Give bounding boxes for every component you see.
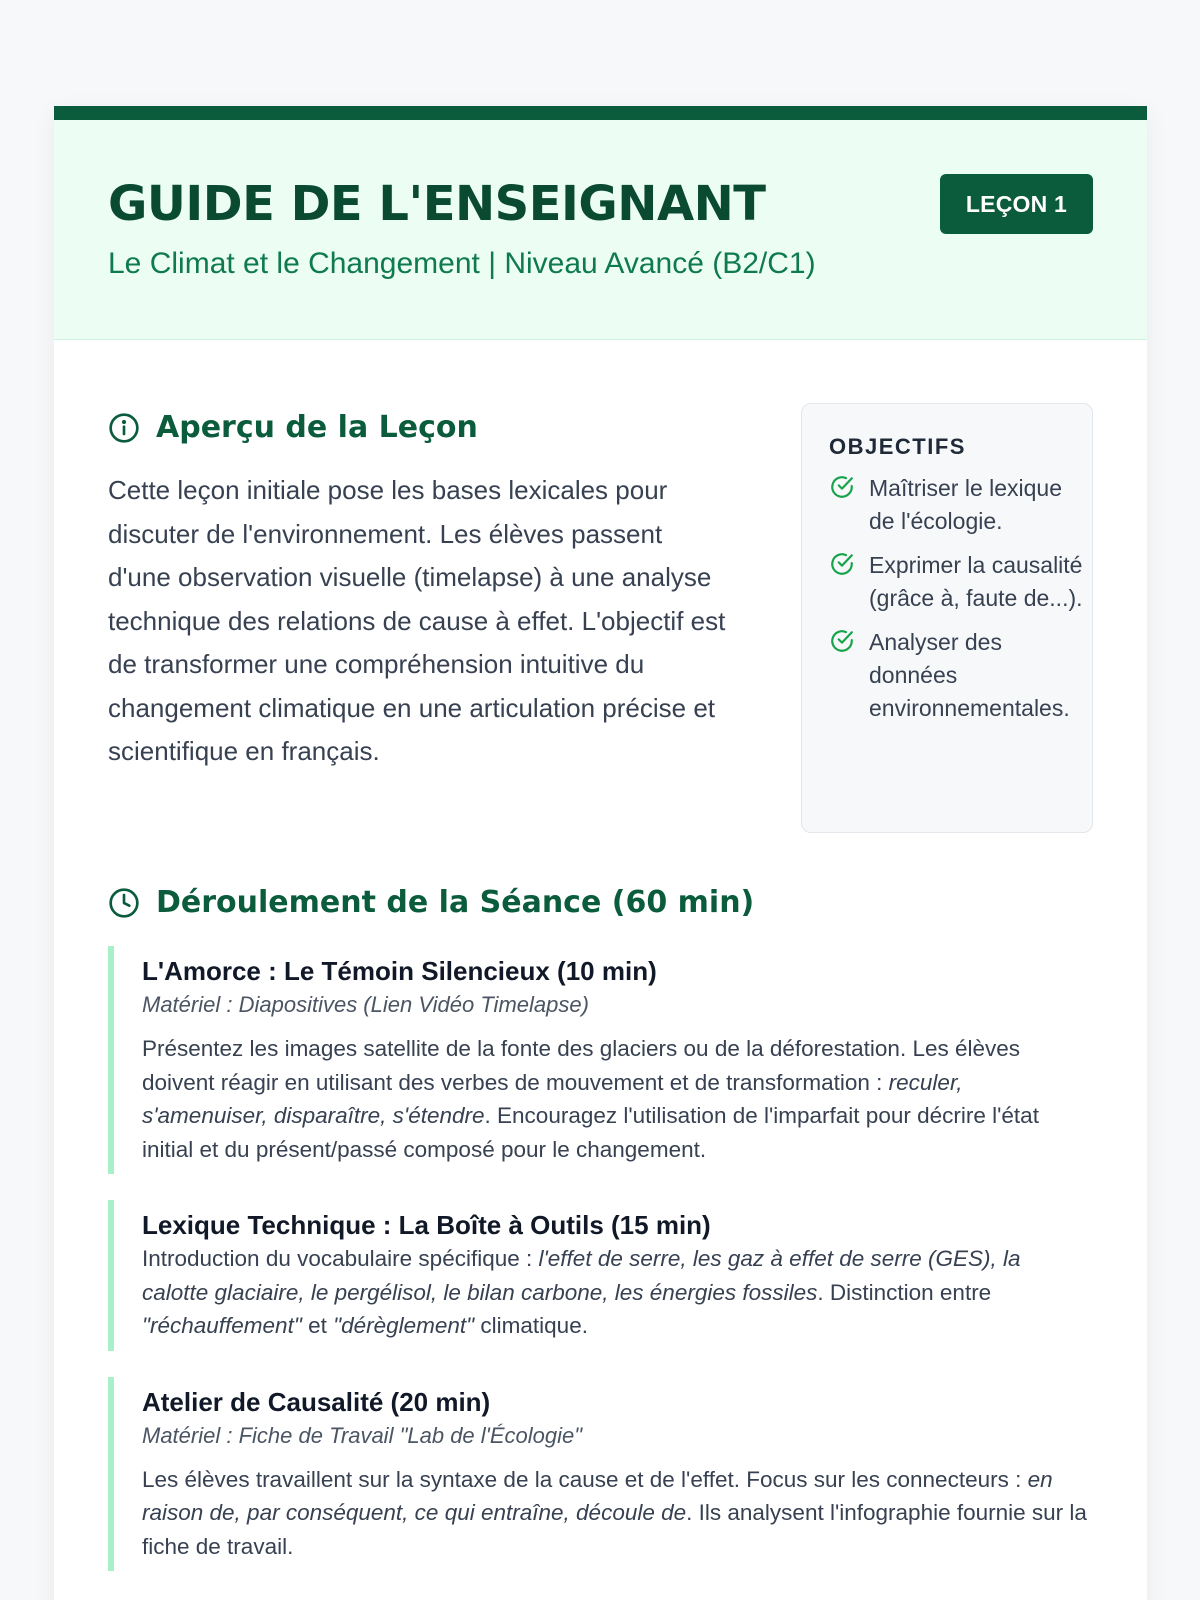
- schedule-step: [108, 1200, 1093, 1351]
- step-description: Introduction du vocabulaire spécifique : l'effet de serre, les gaz à effet de serre (GES), la calotte glaciaire, le pergélisol, le bilan carbone, les énergies fossiles. Distinction entre "réchauffement" et "dérèglement" climatique.: [142, 1246, 1021, 1338]
- clock-icon: [108, 887, 140, 919]
- objectives-title: OBJECTIFS: [829, 434, 966, 459]
- schedule-step: [108, 946, 1093, 1174]
- step-title: L'Amorce : Le Témoin Silencieux (10 min): [142, 956, 657, 986]
- overview-heading: [108, 410, 728, 445]
- step-description: Les élèves travaillent sur la syntaxe de la cause et de l'effet. Focus sur les connecteurs : en raison de, par conséquent, ce qui entraîne, découle de. Ils analysent l'infographie fournie sur la fiche de travail.: [142, 1466, 1087, 1559]
- objective-item: [829, 472, 1092, 538]
- page-subtitle: Le Climat et le Changement | Niveau Avancé (B2/C1): [108, 247, 816, 280]
- objectives-box: [801, 403, 1093, 833]
- check-circle-icon: [829, 551, 855, 577]
- objective-text: Exprimer la causalité (grâce à, faute de...).: [869, 552, 1083, 611]
- step-material: Matériel : Fiche de Travail "Lab de l'Écologie": [142, 1422, 583, 1448]
- schedule-step: [108, 1377, 1093, 1572]
- info-icon: [108, 412, 140, 444]
- objective-text: Maîtriser le lexique de l'écologie.: [869, 475, 1063, 534]
- overview-title: Aperçu de la Leçon: [156, 410, 478, 445]
- guide-header: [54, 120, 1147, 340]
- step-description: Présentez les images satellite de la fonte des glaciers ou de la déforestation. Les élèves doivent réagir en utilisant des verbes de mouvement et de transformation : reculer, s'amenuiser, disparaître, s'étendre. Encouragez l'utilisation de l'imparfait pour décrire l'état initial et du présent/passé composé pour le changement.: [142, 1036, 1039, 1162]
- step-title: Atelier de Causalité (20 min): [142, 1386, 491, 1417]
- overview-section: [108, 410, 728, 774]
- step-title: Lexique Technique : La Boîte à Outils (15 min): [142, 1210, 711, 1240]
- lesson-badge: LEÇON 1: [940, 174, 1093, 234]
- objective-item: [829, 549, 1092, 615]
- check-circle-icon: [829, 628, 855, 654]
- check-circle-icon: [829, 474, 855, 500]
- page-title: GUIDE DE L'ENSEIGNANT: [108, 176, 766, 232]
- schedule-heading: [108, 885, 1093, 920]
- overview-text: Cette leçon initiale pose les bases lexicales pour discuter de l'environnement. Les élèves passent d'une observation visuelle (timelapse) à une analyse technique des relations de cause à effet. L'objectif est de transformer une compréhension intuitive du changement climatique en une articulation précise et scientifique en français.: [108, 475, 726, 766]
- schedule-section: [108, 885, 1093, 1571]
- lesson-card: [54, 106, 1147, 1600]
- objective-item: [829, 626, 1092, 725]
- step-material: Matériel : Diapositives (Lien Vidéo Timelapse): [142, 992, 589, 1017]
- schedule-title: Déroulement de la Séance (60 min): [156, 885, 755, 920]
- objective-text: Analyser des données environnementales.: [869, 629, 1070, 721]
- objectives-list: [829, 472, 1092, 725]
